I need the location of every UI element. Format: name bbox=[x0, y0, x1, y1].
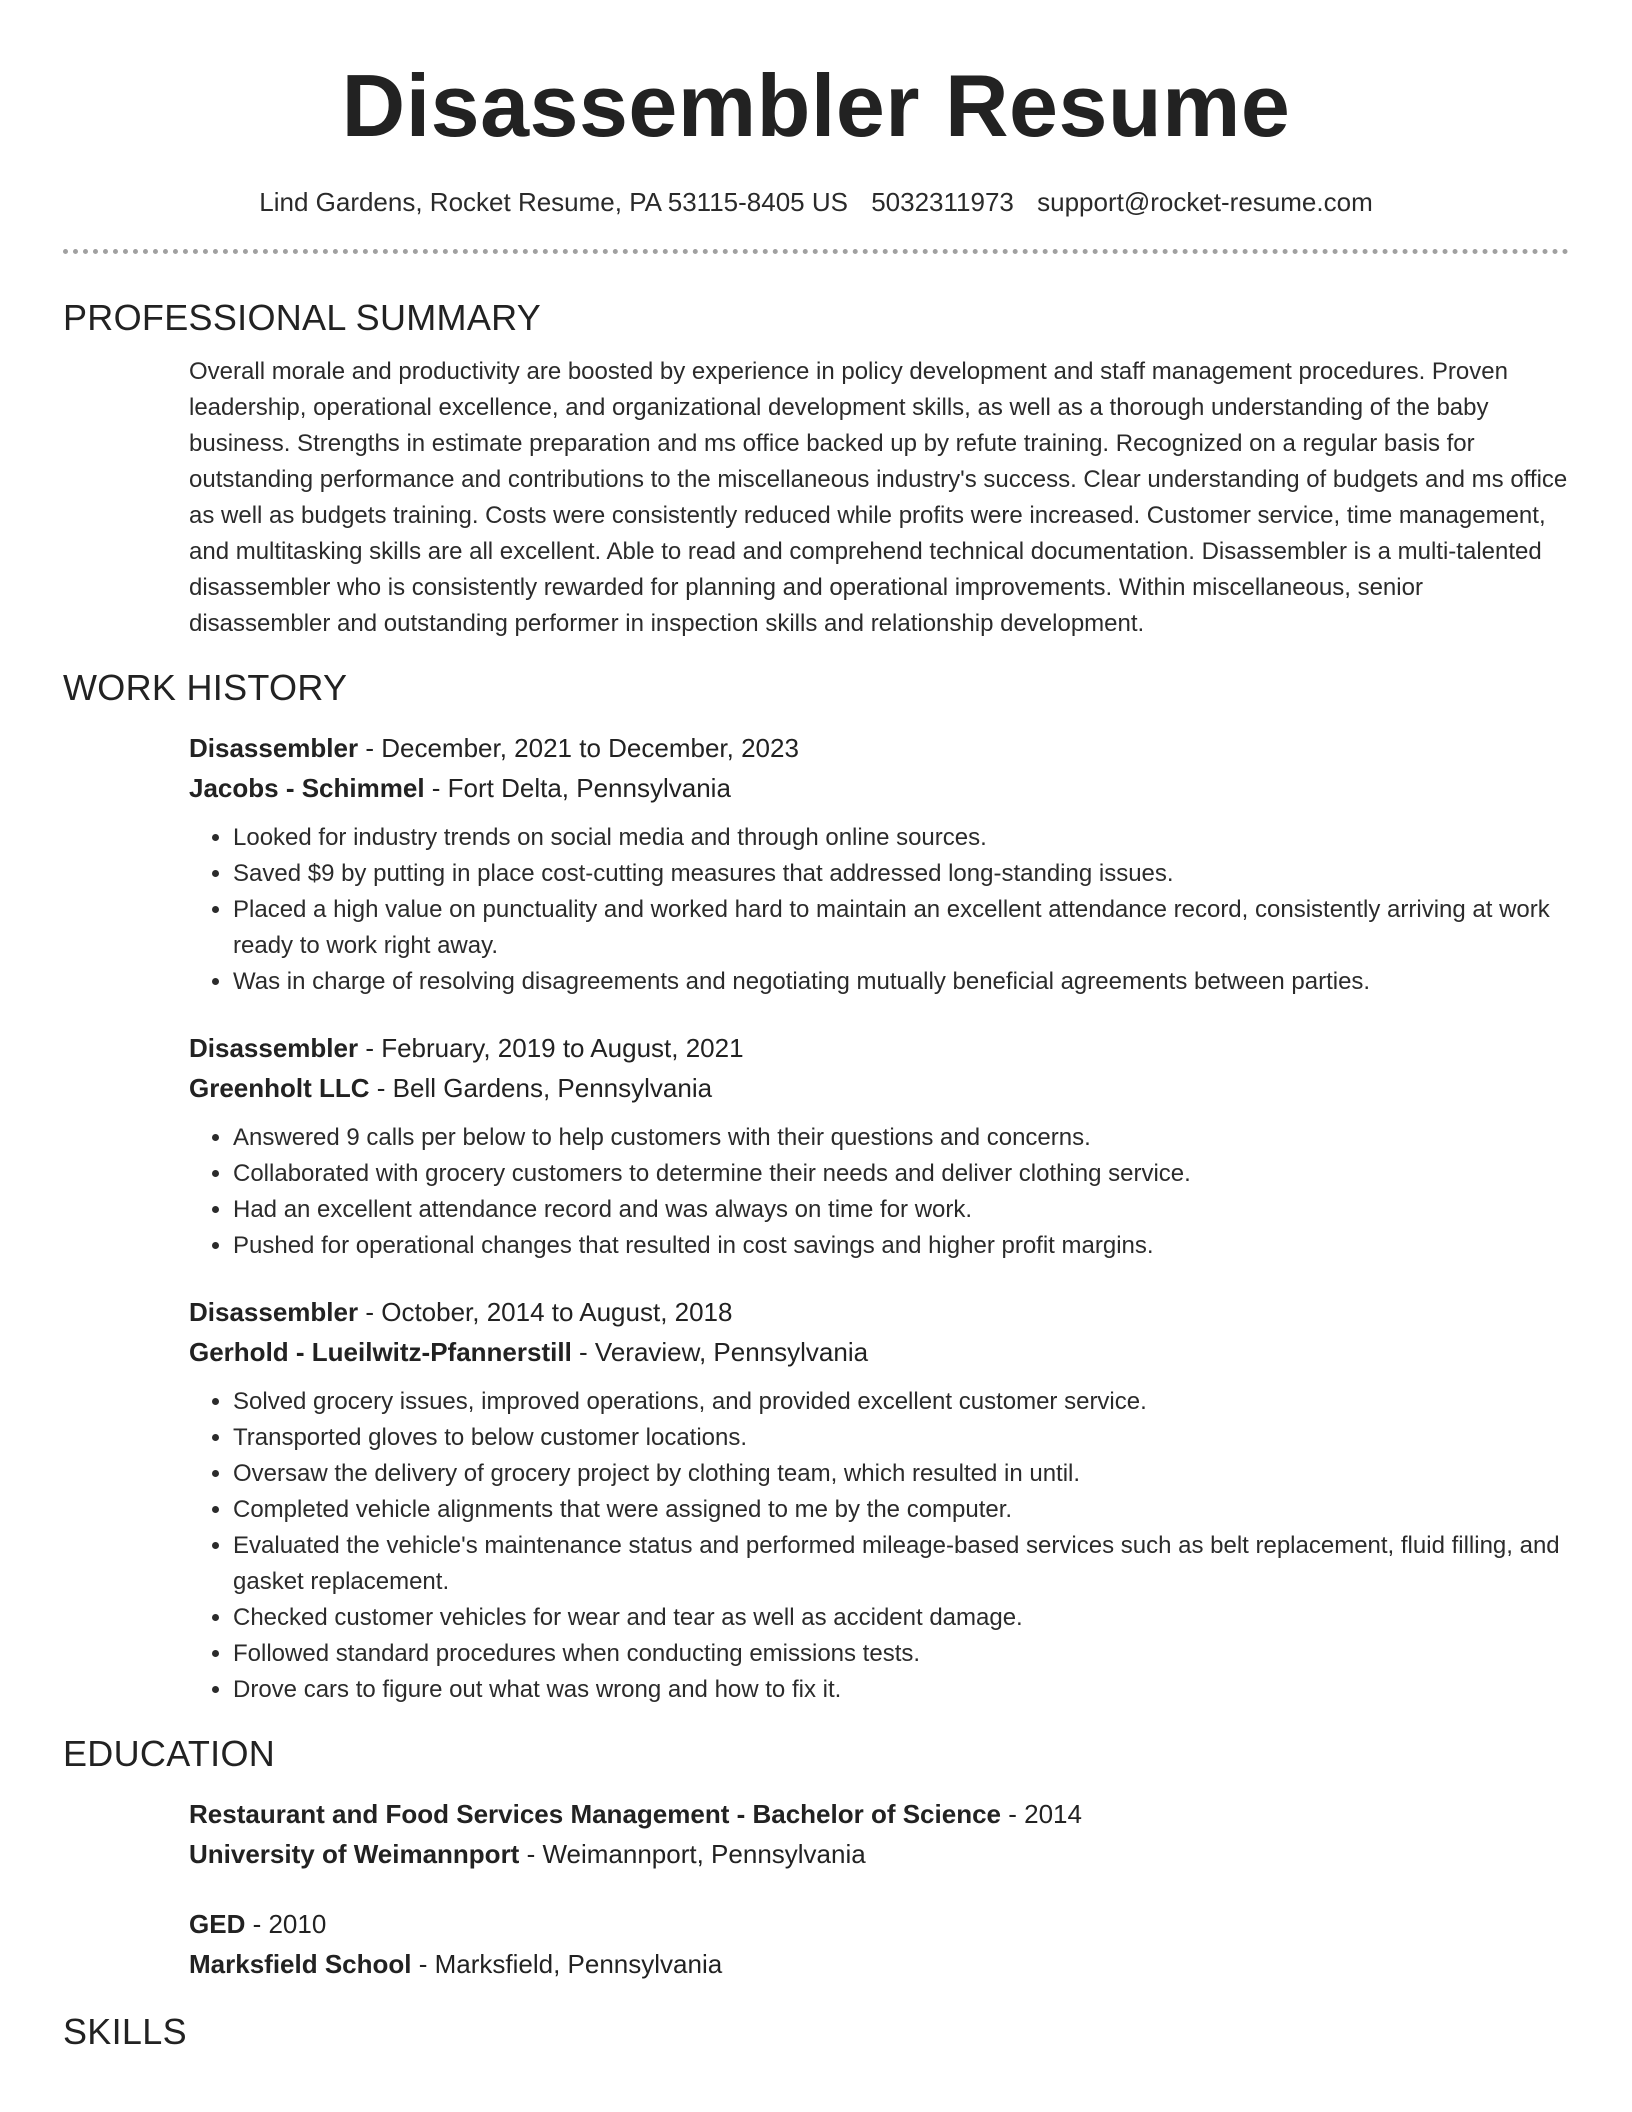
job-company-line bbox=[189, 1068, 1569, 1108]
contact-line bbox=[0, 186, 1632, 218]
job-bullets bbox=[189, 1384, 1569, 1708]
education-entry bbox=[189, 1904, 1569, 1984]
job-bullet: • Saved $9 by putting in place cost-cutting measures that addressed long-standing issues. bbox=[233, 856, 1569, 892]
job-bullet: • Completed vehicle alignments that were assigned to me by the computer. bbox=[233, 1492, 1569, 1528]
job-entry bbox=[189, 1028, 1569, 1264]
job-role: Disassembler bbox=[189, 1297, 359, 1327]
job-location: - Bell Gardens, Pennsylvania bbox=[369, 1073, 713, 1103]
job-dates: - February, 2019 to August, 2021 bbox=[358, 1033, 744, 1063]
education-school: Marksfield School bbox=[189, 1949, 412, 1979]
education-entry bbox=[189, 1794, 1569, 1874]
job-role-line bbox=[189, 1028, 1569, 1068]
summary-text: Overall morale and productivity are boosted by experience in policy development and staff management procedures. Proven leadership, operational excellence, and organizational development skills, as well as a thorough understanding of the baby business. Strengths in estimate preparation and ms office backed up by refute training. Recognized on a regular basis for outstanding performance and contributions to the miscellaneous industry's success. Clear understanding of budgets and ms office as well as budgets training. Costs were consistently reduced while profits were increased. Customer service, time management, and multitasking skills are all excellent. Able to read and comprehend technical documentation. Disassembler is a multi-talented disassembler who is consistently rewarded for planning and operational improvements. Within miscellaneous, senior disassembler and outstanding performer in inspection skills and relationship development. bbox=[189, 358, 1568, 637]
work-history-list bbox=[189, 728, 1569, 1708]
education-year: - 2014 bbox=[1001, 1799, 1082, 1829]
education-list bbox=[189, 1794, 1569, 1984]
section-title-summary: PROFESSIONAL SUMMARY bbox=[63, 297, 542, 338]
section-title-skills: SKILLS bbox=[63, 2011, 187, 2052]
job-bullet: • Drove cars to figure out what was wrong and how to fix it. bbox=[233, 1672, 1569, 1708]
section-title-education: EDUCATION bbox=[63, 1733, 276, 1774]
job-bullet: • Checked customer vehicles for wear and tear as well as accident damage. bbox=[233, 1600, 1569, 1636]
education-degree-line bbox=[189, 1904, 1569, 1944]
education-year: - 2010 bbox=[245, 1909, 327, 1939]
job-bullets bbox=[189, 820, 1569, 1000]
education-school-line bbox=[189, 1834, 1569, 1874]
job-bullet: • Followed standard procedures when conducting emissions tests. bbox=[233, 1636, 1569, 1672]
job-dates: - October, 2014 to August, 2018 bbox=[358, 1297, 733, 1327]
job-entry bbox=[189, 728, 1569, 1000]
summary-body bbox=[189, 354, 1569, 642]
education-school: University of Weimannport bbox=[189, 1839, 520, 1869]
job-role: Disassembler bbox=[189, 733, 359, 763]
job-bullet: • Evaluated the vehicle's maintenance status and performed mileage-based services such as belt replacement, fluid filling, and gasket replacement. bbox=[233, 1528, 1569, 1600]
job-role: Disassembler bbox=[189, 1033, 359, 1063]
resume-title: Disassembler Resume bbox=[341, 56, 1291, 155]
contact-address: Lind Gardens, Rocket Resume, PA 53115-8405 US bbox=[259, 187, 848, 217]
job-entry bbox=[189, 1292, 1569, 1708]
job-location: - Fort Delta, Pennsylvania bbox=[424, 773, 731, 803]
job-bullet: • Placed a high value on punctuality and worked hard to maintain an excellent attendance record, consistently arriving at work ready to work right away. bbox=[233, 892, 1569, 964]
job-company-line bbox=[189, 1332, 1569, 1372]
education-degree: GED bbox=[189, 1909, 246, 1939]
job-bullets bbox=[189, 1120, 1569, 1264]
job-role-line bbox=[189, 728, 1569, 768]
education-location: - Marksfield, Pennsylvania bbox=[411, 1949, 723, 1979]
job-bullet: • Transported gloves to below customer locations. bbox=[233, 1420, 1569, 1456]
job-dates: - December, 2021 to December, 2023 bbox=[358, 733, 799, 763]
job-bullet: • Had an excellent attendance record and was always on time for work. bbox=[233, 1192, 1569, 1228]
job-bullet: • Looked for industry trends on social media and through online sources. bbox=[233, 820, 1569, 856]
job-company: Gerhold - Lueilwitz-Pfannerstill bbox=[189, 1337, 572, 1367]
job-company: Jacobs - Schimmel bbox=[189, 773, 425, 803]
job-location: - Veraview, Pennsylvania bbox=[571, 1337, 869, 1367]
education-degree: Restaurant and Food Services Management - Bachelor of Science bbox=[189, 1799, 1002, 1829]
job-bullet: • Oversaw the delivery of grocery project by clothing team, which resulted in until. bbox=[233, 1456, 1569, 1492]
education-degree-line bbox=[189, 1794, 1569, 1834]
job-bullet: • Collaborated with grocery customers to determine their needs and deliver clothing service. bbox=[233, 1156, 1569, 1192]
job-company: Greenholt LLC bbox=[189, 1073, 370, 1103]
contact-phone: 5032311973 bbox=[871, 187, 1014, 217]
job-bullet: • Pushed for operational changes that resulted in cost savings and higher profit margins. bbox=[233, 1228, 1569, 1264]
contact-email: support@rocket-resume.com bbox=[1037, 187, 1373, 217]
section-title-work-history: WORK HISTORY bbox=[63, 667, 348, 708]
job-bullet: • Was in charge of resolving disagreements and negotiating mutually beneficial agreements between parties. bbox=[233, 964, 1569, 1000]
job-bullet: • Answered 9 calls per below to help customers with their questions and concerns. bbox=[233, 1120, 1569, 1156]
education-school-line bbox=[189, 1944, 1569, 1984]
job-company-line bbox=[189, 768, 1569, 808]
job-role-line bbox=[189, 1292, 1569, 1332]
job-bullet: • Solved grocery issues, improved operations, and provided excellent customer service. bbox=[233, 1384, 1569, 1420]
dotted-divider bbox=[63, 249, 1569, 254]
education-location: - Weimannport, Pennsylvania bbox=[519, 1839, 866, 1869]
